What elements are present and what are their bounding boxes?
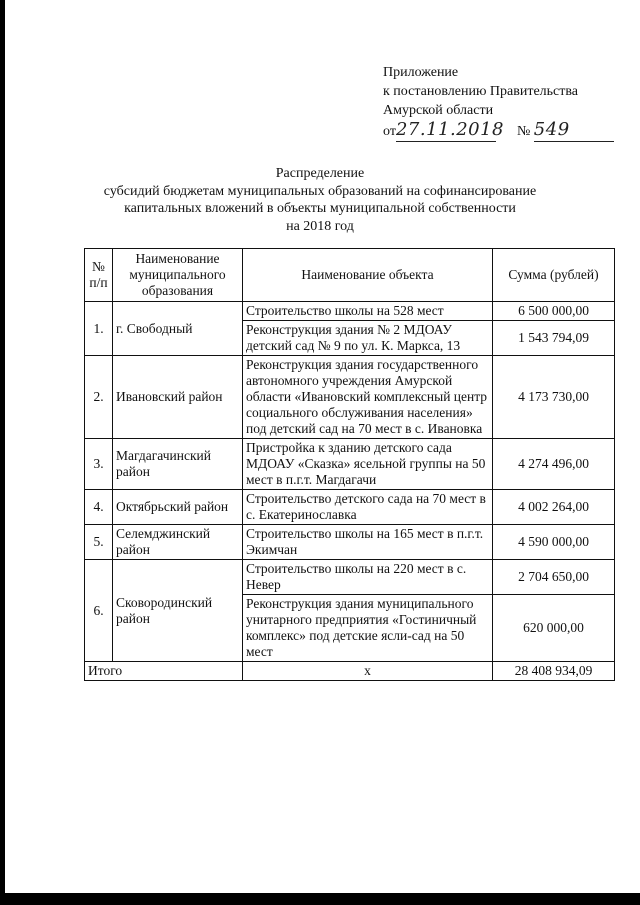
row-sum: 4 002 264,00	[493, 490, 615, 525]
row-object: Пристройка к зданию детского сада МДОАУ «Сказка» ясельной группы на 50 мест в п.г.т. Магдагачи	[243, 439, 493, 490]
header-sum: Сумма (рублей)	[493, 249, 615, 302]
header-municipality: Наименование муниципального образования	[113, 249, 243, 302]
row-num: 6.	[85, 560, 113, 662]
table-header-row	[85, 249, 615, 302]
title-line-1: Распределение	[275, 166, 365, 181]
row-object: Строительство детского сада на 70 мест в с. Екатеринославка	[243, 490, 493, 525]
row-municipality: Магдагачинский район	[113, 439, 243, 490]
row-municipality: Октябрьский район	[113, 490, 243, 525]
appendix-line-1: Приложение	[383, 65, 459, 80]
row-object: Строительство школы на 165 мест в п.г.т. Экимчан	[243, 525, 493, 560]
row-sum: 4 274 496,00	[493, 439, 615, 490]
number-field	[534, 120, 614, 142]
row-municipality: г. Свободный	[113, 302, 243, 356]
table-row	[85, 525, 615, 560]
header-num: № п/п	[85, 249, 113, 302]
number-prefix: №	[516, 124, 531, 139]
row-sum: 4 173 730,00	[493, 356, 615, 439]
row-num: 3.	[85, 439, 113, 490]
total-object: х	[243, 662, 493, 681]
scan-left-edge	[0, 0, 5, 905]
row-object: Реконструкция здания государственного автономного учреждения Амурской области «Ивановский комплексный центр социального обслуживания населения» под детский сад на 70 мест в с. Ивановка	[243, 356, 493, 439]
table-row	[85, 560, 615, 595]
row-sum: 6 500 000,00	[493, 302, 615, 321]
scan-bottom-edge	[0, 893, 640, 905]
header-object: Наименование объекта	[243, 249, 493, 302]
title-line-2: субсидий бюджетам муниципальных образований на софинансирование	[103, 183, 537, 199]
appendix-line-2: к постановлению Правительства	[383, 84, 579, 99]
row-sum: 2 704 650,00	[493, 560, 615, 595]
row-municipality: Сковородинский район	[113, 560, 243, 662]
subsidy-table	[84, 248, 615, 681]
row-object: Реконструкция здания № 2 МДОАУ детский сад № 9 по ул. К. Маркса, 13	[243, 321, 493, 356]
total-label: Итого	[85, 662, 243, 681]
row-object: Реконструкция здания муниципального унитарного предприятия «Гостиничный комплекс» под детские ясли-сад на 50 мест	[243, 595, 493, 662]
table-row	[85, 356, 615, 439]
appendix-line-3: Амурской области	[383, 103, 494, 118]
row-municipality: Селемджинский район	[113, 525, 243, 560]
appendix-date-line	[383, 120, 614, 142]
row-sum: 1 543 794,09	[493, 321, 615, 356]
row-object: Строительство школы на 220 мест в с. Невер	[243, 560, 493, 595]
date-prefix: от	[383, 124, 396, 139]
row-object: Строительство школы на 528 мест	[243, 302, 493, 321]
document-title	[95, 165, 545, 235]
handwritten-number: 549	[533, 119, 570, 140]
handwritten-date: 27.11.2018	[395, 119, 504, 140]
total-sum: 28 408 934,09	[493, 662, 615, 681]
table-row	[85, 439, 615, 490]
row-municipality: Ивановский район	[113, 356, 243, 439]
date-field	[395, 119, 504, 142]
table-row	[85, 302, 615, 321]
table-total-row	[85, 662, 615, 681]
row-num: 1.	[85, 302, 113, 356]
appendix-block	[383, 63, 614, 142]
row-num: 2.	[85, 356, 113, 439]
title-line-4: на 2018 год	[286, 218, 354, 234]
table-row	[85, 490, 615, 525]
row-sum: 620 000,00	[493, 595, 615, 662]
row-num: 4.	[85, 490, 113, 525]
row-sum: 4 590 000,00	[493, 525, 615, 560]
title-line-3: капитальных вложений в объекты муниципальной собственности	[124, 201, 516, 216]
row-num: 5.	[85, 525, 113, 560]
